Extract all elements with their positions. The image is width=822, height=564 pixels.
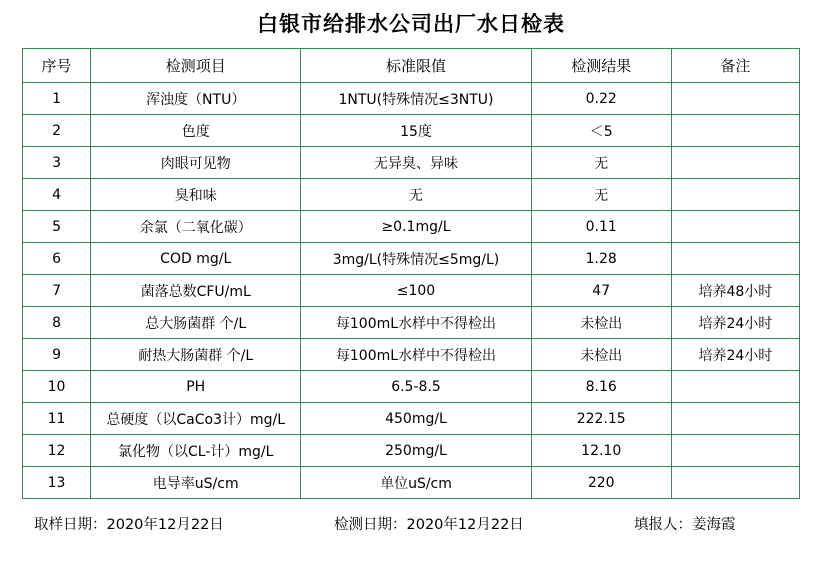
row-index: 11 (23, 403, 91, 435)
row-limit: 250mg/L (301, 435, 531, 467)
row-limit: 15度 (301, 115, 531, 147)
header-note: 备注 (671, 49, 799, 83)
row-limit: 450mg/L (301, 403, 531, 435)
row-index: 5 (23, 211, 91, 243)
header-index: 序号 (23, 49, 91, 83)
table-row (23, 403, 800, 435)
row-result: 未检出 (531, 307, 671, 339)
table-row (23, 179, 800, 211)
table-row (23, 211, 800, 243)
row-item: 余氯（二氧化碳） (91, 211, 301, 243)
row-result: 12.10 (531, 435, 671, 467)
page-title: 白银市给排水公司出厂水日检表 (257, 12, 565, 36)
row-note: 培养24小时 (671, 307, 799, 339)
row-index: 6 (23, 243, 91, 275)
row-note: 培养48小时 (671, 275, 799, 307)
row-item: 总硬度（以CaCo3计）mg/L (91, 403, 301, 435)
header-limit: 标准限值 (301, 49, 531, 83)
row-note: 培养24小时 (671, 339, 799, 371)
row-note (671, 211, 799, 243)
row-result: 无 (531, 147, 671, 179)
table-row (23, 147, 800, 179)
row-result: 0.22 (531, 83, 671, 115)
water-quality-table (22, 48, 800, 499)
table-row (23, 435, 800, 467)
row-note (671, 83, 799, 115)
footer-row (0, 499, 822, 534)
row-index: 9 (23, 339, 91, 371)
table-header-row (23, 49, 800, 83)
table-row (23, 243, 800, 275)
row-result: 无 (531, 179, 671, 211)
row-limit: ≤100 (301, 275, 531, 307)
row-item: PH (91, 371, 301, 403)
row-note (671, 243, 799, 275)
row-index: 10 (23, 371, 91, 403)
row-result: 220 (531, 467, 671, 499)
row-note (671, 371, 799, 403)
row-index: 4 (23, 179, 91, 211)
row-result: 1.28 (531, 243, 671, 275)
row-result: 222.15 (531, 403, 671, 435)
row-note (671, 403, 799, 435)
row-note (671, 115, 799, 147)
row-limit: 无 (301, 179, 531, 211)
row-item: 耐热大肠菌群 个/L (91, 339, 301, 371)
row-index: 12 (23, 435, 91, 467)
table-container (0, 48, 822, 499)
row-index: 8 (23, 307, 91, 339)
row-limit: 每100mL水样中不得检出 (301, 339, 531, 371)
table-row (23, 467, 800, 499)
row-item: 色度 (91, 115, 301, 147)
sampling-date: 取样日期：2020年12月22日 (34, 517, 224, 533)
row-limit: ≥0.1mg/L (301, 211, 531, 243)
row-item: 臭和味 (91, 179, 301, 211)
row-note (671, 435, 799, 467)
row-index: 2 (23, 115, 91, 147)
row-result: ＜5 (531, 115, 671, 147)
table-row (23, 115, 800, 147)
row-limit: 每100mL水样中不得检出 (301, 307, 531, 339)
row-item: 菌落总数CFU/mL (91, 275, 301, 307)
row-note (671, 179, 799, 211)
table-row (23, 371, 800, 403)
row-note (671, 467, 799, 499)
table-row (23, 339, 800, 371)
row-limit: 单位uS/cm (301, 467, 531, 499)
testing-date: 检测日期：2020年12月22日 (334, 517, 524, 533)
filled-by: 填报人：姜海霞 (634, 517, 736, 533)
row-item: 浑浊度（NTU） (91, 83, 301, 115)
row-index: 13 (23, 467, 91, 499)
row-index: 1 (23, 83, 91, 115)
row-item: 电导率uS/cm (91, 467, 301, 499)
row-item: 总大肠菌群 个/L (91, 307, 301, 339)
row-note (671, 147, 799, 179)
row-limit: 3mg/L(特殊情况≤5mg/L) (301, 243, 531, 275)
row-index: 7 (23, 275, 91, 307)
row-limit: 无异臭、异味 (301, 147, 531, 179)
row-result: 47 (531, 275, 671, 307)
row-limit: 6.5-8.5 (301, 371, 531, 403)
header-item: 检测项目 (91, 49, 301, 83)
row-result: 0.11 (531, 211, 671, 243)
row-index: 3 (23, 147, 91, 179)
row-limit: 1NTU(特殊情况≤3NTU) (301, 83, 531, 115)
row-result: 8.16 (531, 371, 671, 403)
row-item: COD mg/L (91, 243, 301, 275)
row-item: 氯化物（以CL-计）mg/L (91, 435, 301, 467)
table-row (23, 83, 800, 115)
table-row (23, 307, 800, 339)
table-row (23, 275, 800, 307)
row-result: 未检出 (531, 339, 671, 371)
header-result: 检测结果 (531, 49, 671, 83)
row-item: 肉眼可见物 (91, 147, 301, 179)
